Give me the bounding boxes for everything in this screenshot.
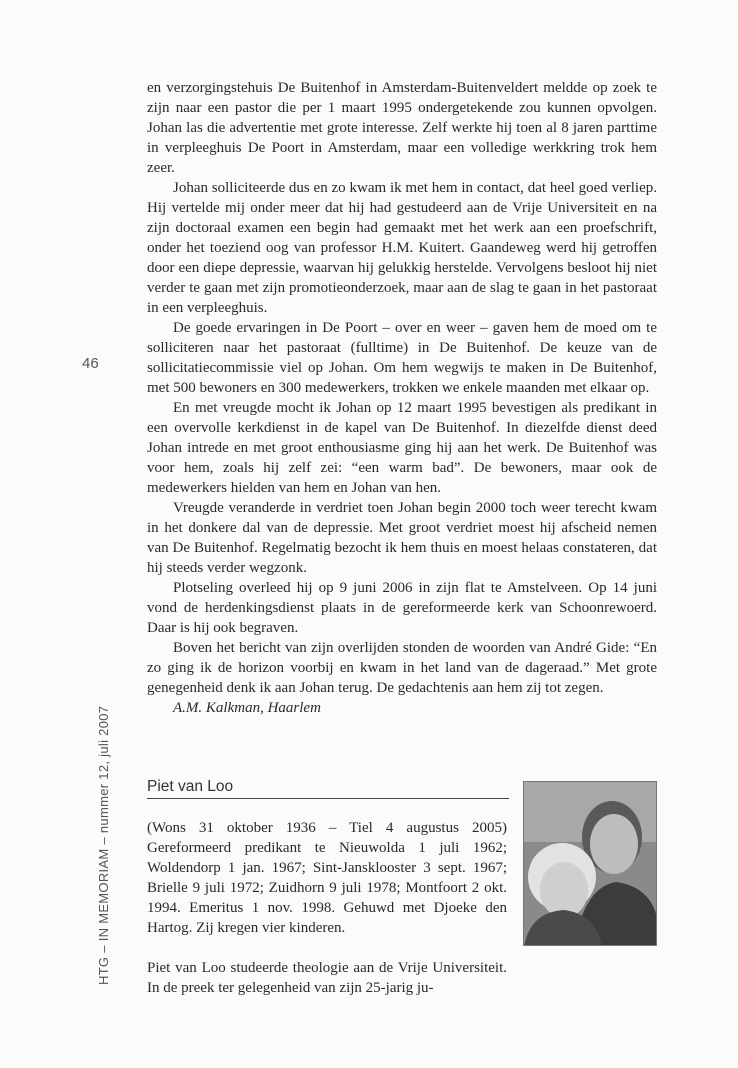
portrait-photo (523, 781, 657, 946)
paragraph: en verzorgingstehuis De Buitenhof in Amsterdam-Buitenveldert meldde op zoek te zijn naar een pastor die per 1 maart 1995 ondergetekende zou kunnen opvolgen. Johan las die advertentie met grote interesse. Zelf werkte hij toen al 8 jaren parttime in verpleeghuis De Poort in Amsterdam, maar een volledige werkkring trok hem zeer. (147, 80, 657, 176)
paragraph: Plotseling overleed hij op 9 juni 2006 in zijn flat te Amstelveen. Op 14 juni vond de herdenkingsdienst plaats in de gereformeerde kerk van Schoonrewoerd. Daar is hij ook begraven. (147, 580, 657, 636)
article-body (147, 78, 657, 718)
bio-text (147, 818, 507, 998)
paragraph: Johan solliciteerde dus en zo kwam ik met hem in contact, dat heel goed verliep. Hij vertelde mij onder meer dat hij had gestudeerd aan de Vrije Universiteit en na zijn doctoraal examen een begin had gemaakt met het werk aan een proefschrift, onder het toeziend oog van professor H.M. Kuitert. Gaandeweg werd hij getroffen door een diepe depressie, waarvan hij gelukkig herstelde. Vervolgens besloot hij niet verder te gaan met zijn promotieonderzoek, maar aan de slag te gaan in het pastoraat in een verpleeghuis. (147, 180, 657, 316)
section-title: Piet van Loo (147, 778, 509, 799)
bio-paragraph: (Wons 31 oktober 1936 – Tiel 4 augustus 2005) Gereformeerd predikant te Nieuwolda 1 juli 1962; Woldendorp 1 jan. 1967; Sint-Jansklooster 3 sept. 1967; Brielle 9 juli 1972; Zuidhorn 9 juli 1978; Montfoort 2 okt. 1994. Emeritus 1 nov. 1998. Gehuwd met Djoeke den Hartog. Zij kregen vier kinderen. (147, 820, 507, 936)
paragraph: Vreugde veranderde in verdriet toen Johan begin 2000 toch weer terecht kwam in het donkere dal van de depressie. Met groot verdriet moest hij afscheid nemen van De Buitenhof. Regelmatig bezocht ik hem thuis en moest helaas constateren, dat hij steeds verder wegzonk. (147, 500, 657, 576)
running-head: HTG – IN MEMORIAM – nummer 12, juli 2007 (96, 705, 111, 985)
author-signature: A.M. Kalkman, Haarlem (173, 700, 321, 716)
portrait-photo-image (524, 782, 657, 946)
page-number: 46 (82, 355, 99, 372)
paragraph: Boven het bericht van zijn overlijden stonden de woorden van André Gide: “En zo ging ik de horizon voorbij en kwam in het land van de dageraad.” Met grote genegenheid denk ik aan Johan terug. De gedachtenis aan hem zij tot zegen. (147, 640, 657, 696)
bio-paragraph: Piet van Loo studeerde theologie aan de Vrije Universiteit. In de preek ter gelegenheid van zijn 25-jarig ju- (147, 960, 507, 996)
paragraph: En met vreugde mocht ik Johan op 12 maart 1995 bevestigen als predikant in een overvolle kerkdienst in de kapel van De Buitenhof. In diezelfde dienst deed Johan intrede en met groot enthousiasme ging hij aan het werk. De Buitenhof was voor hem, zoals hij zelf zei: “een warm bad”. De bewoners, maar ook de medewerkers hielden van hem en Johan van hen. (147, 400, 657, 496)
paragraph: De goede ervaringen in De Poort – over en weer – gaven hem de moed om te solliciteren naar het pastoraat (fulltime) in De Buitenhof. De keuze van de sollicitatiecommissie viel op Johan. Om hem wegwijs te maken in De Buitenhof, met 500 bewoners en 300 medewerkers, trokken we enkele maanden met elkaar op. (147, 320, 657, 396)
